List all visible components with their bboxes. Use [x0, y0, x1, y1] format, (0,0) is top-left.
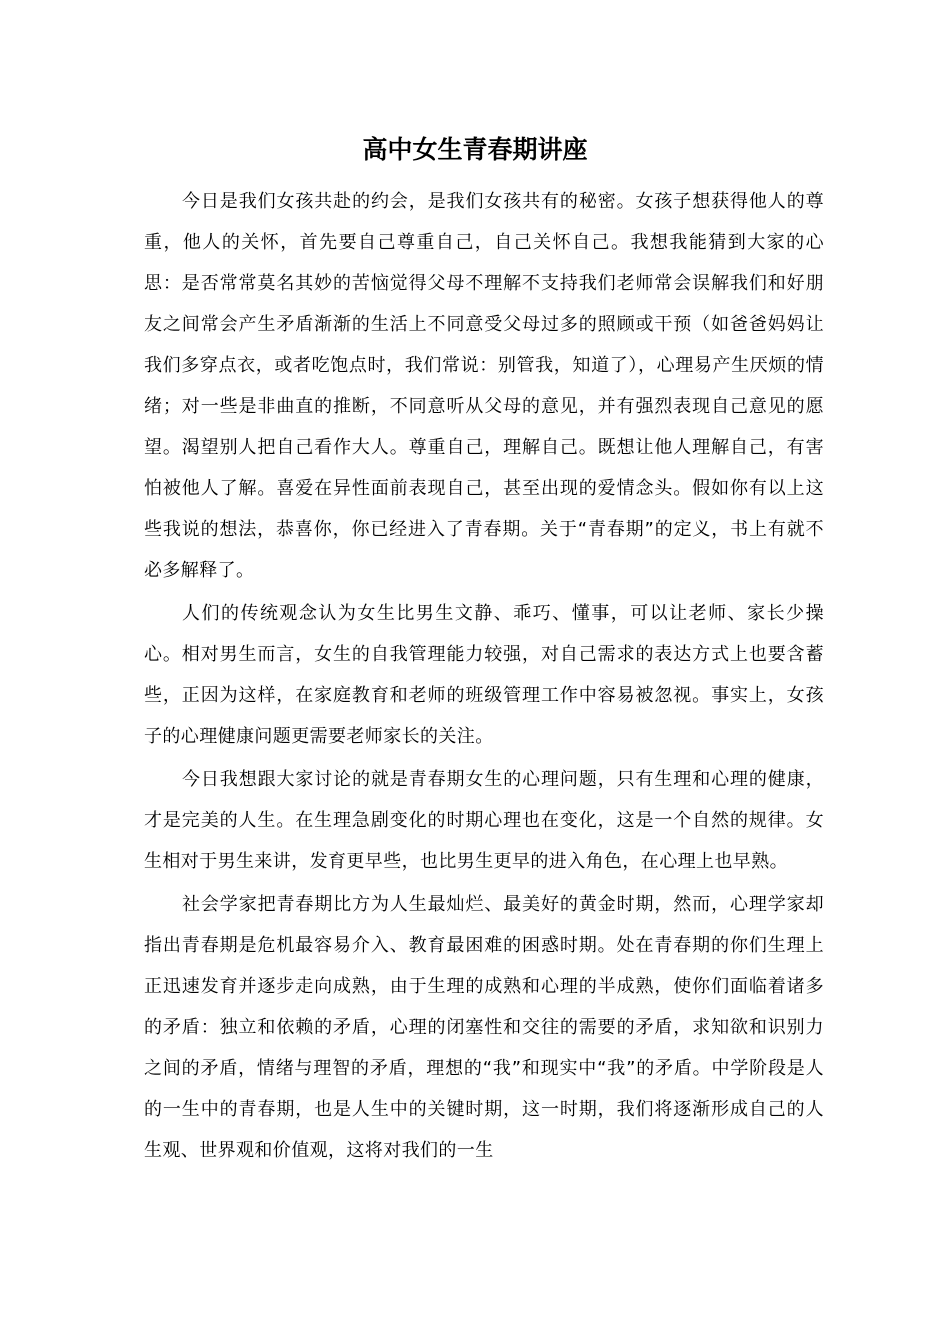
paragraph-4: 社会学家把青春期比方为人生最灿烂、最美好的黄金时期，然而，心理学家却指出青春期是危机最容易介入、教育最困难的困惑时期。处在青春期的你们生理上正迅速发育并逐步走向成熟，由于生理的成熟和心理的半成熟，使你们面临着诸多的矛盾：独立和依赖的矛盾，心理的闭塞性和交往的需要的矛盾，求知欲和识别力之间的矛盾，情绪与理智的矛盾，理想的“我”和现实中“我”的矛盾。中学阶段是人的一生中的青春期，也是人生中的关键时期，这一时期，我们将逐渐形成自己的人生观、世界观和价值观，这将对我们的一生 [144, 894, 824, 1161]
paragraph-2: 人们的传统观念认为女生比男生文静、乖巧、懂事，可以让老师、家长少操心。相对男生而言，女生的自我管理能力较强，对自己需求的表达方式上也要含蓄些，正因为这样，在家庭教育和老师的班级管理工作中容易被忽视。事实上，女孩子的心理健康问题更需要老师家长的关注。 [144, 603, 824, 747]
document-title: 高中女生青春期讲座 [362, 135, 588, 164]
paragraph-1: 今日是我们女孩共赴的约会，是我们女孩共有的秘密。女孩子想获得他人的尊重，他人的关怀，首先要自己尊重自己，自己关怀自己。我想我能猜到大家的心思：是否常常莫名其妙的苦恼觉得父母不理解不支持我们老师常会误解我们和好朋友之间常会产生矛盾渐渐的生活上不同意受父母过多的照顾或干预（如爸爸妈妈让我们多穿点衣，或者吃饱点时，我们常说：别管我，知道了），心理易产生厌烦的情绪；对一些是非曲直的推断，不同意听从父母的意见，并有强烈表现自己意见的愿望。渴望别人把自己看作大人。尊重自己，理解自己。既想让他人理解自己，有害怕被他人了解。喜爱在异性面前表现自己，甚至出现的爱情念头。假如你有以上这些我说的想法，恭喜你，你已经进入了青春期。关于“青春期”的定义，书上有就不必多解释了。 [144, 191, 824, 581]
paragraph-3: 今日我想跟大家讨论的就是青春期女生的心理问题，只有生理和心理的健康，才是完美的人生。在生理急剧变化的时期心理也在变化，这是一个自然的规律。女生相对于男生来讲，发育更早些，也比男生更早的进入角色，在心理上也早熟。 [144, 769, 824, 872]
document-body [144, 181, 824, 1173]
